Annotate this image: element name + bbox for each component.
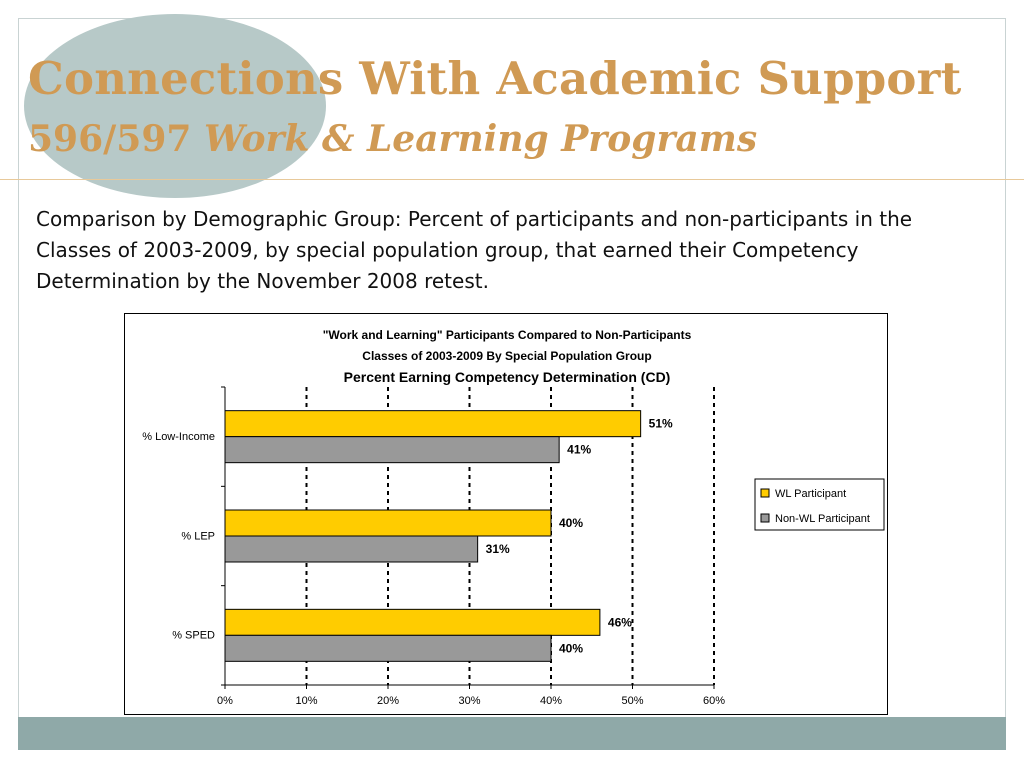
bar-non-wl [225, 536, 478, 562]
chart-title-line-1: "Work and Learning" Participants Compared to Non-Participants [322, 328, 692, 342]
bar-data-label: 31% [485, 542, 510, 556]
x-tick-label: 20% [376, 695, 400, 707]
y-category-label: % Low-Income [142, 431, 215, 443]
x-tick-label: 40% [539, 695, 563, 707]
bar-non-wl [225, 635, 551, 661]
bar-wl [225, 411, 641, 437]
legend-swatch [761, 514, 769, 522]
title-divider [0, 179, 1024, 180]
slide-title: Connections With Academic Support [28, 52, 962, 105]
intro-paragraph: Comparison by Demographic Group: Percent of participants and non-participants in the Classes of 2003-2009, by special population group, that earned their Competency Determination by the November 2008 retest. [36, 207, 913, 293]
footer-bar [18, 717, 1006, 750]
bar-wl [225, 510, 551, 536]
slide-subtitle [28, 118, 757, 160]
y-category-label: % SPED [172, 629, 215, 642]
chart-subtitle: Percent Earning Competency Determination (CD) [343, 369, 671, 385]
legend-label: WL Participant [775, 488, 847, 500]
bar-data-label: 41% [567, 442, 592, 457]
y-category-label: % LEP [181, 530, 215, 543]
decorative-ellipse [24, 14, 326, 198]
bar-data-label: 51% [648, 416, 673, 431]
x-tick-label: 10% [295, 695, 318, 707]
x-tick-label: 30% [458, 695, 481, 707]
chart-title-line-2: Classes of 2003-2009 By Special Population Group [362, 349, 652, 363]
slide-subtitle-number: 596/597 [28, 118, 192, 160]
bar-chart [125, 314, 887, 714]
legend-label: Non-WL Participant [775, 513, 870, 525]
legend-swatch [761, 489, 769, 497]
x-tick-label: 0% [217, 695, 233, 707]
bar-non-wl [225, 437, 559, 463]
bar-data-label: 46% [607, 615, 632, 630]
bar-wl [225, 609, 600, 635]
x-tick-label: 60% [702, 695, 726, 707]
slide-subtitle-program: Work & Learning Programs [204, 118, 758, 160]
bar-data-label: 40% [559, 516, 584, 530]
x-tick-label: 50% [621, 695, 644, 707]
chart-container [124, 313, 888, 715]
bar-data-label: 40% [559, 641, 584, 656]
